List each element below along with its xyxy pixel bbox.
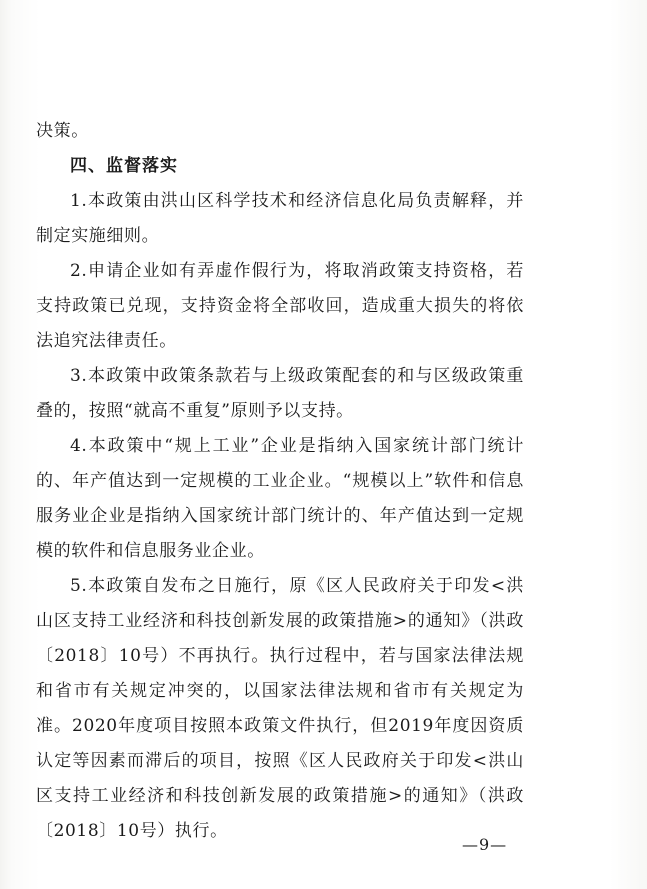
section-heading: 四、监督落实 — [70, 156, 178, 176]
document-body — [36, 114, 524, 849]
paragraph-3: 3.本政策中政策条款若与上级政策配套的和与区级政策重叠的，按照“就高不重复”原则予以支持。 — [36, 366, 524, 421]
paragraph-1: 1.本政策由洪山区科学技术和经济信息化局负责解释，并制定实施细则。 — [36, 191, 524, 246]
paragraph-2: 2.申请企业如有弄虚作假行为，将取消政策支持资格，若支持政策已兑现，支持资金将全部收回，造成重大损失的将依法追究法律责任。 — [36, 261, 524, 351]
paragraph-5: 5.本政策自发布之日施行，原《区人民政府关于印发<洪山区支持工业经济和科技创新发展的政策措施>的通知》（洪政〔2018〕10号）不再执行。执行过程中，若与国家法律法规和省市有关规定冲突的，以国家法律法规和省市有关规定为准。2020年度项目按照本政策文件执行，但2019年度因资质认定等因素而滞后的项目，按照《区人民政府关于印发<洪山区支持工业经济和科技创新发展的政策措施>的通知》（洪政〔2018〕10号）执行。 — [36, 576, 524, 841]
continuation-text: 决策。 — [36, 121, 89, 141]
page-number: —9— — [462, 835, 508, 854]
paragraph-4: 4.本政策中“规上工业”企业是指纳入国家统计部门统计的、年产值达到一定规模的工业企业。“规模以上”软件和信息服务业企业是指纳入国家统计部门统计的、年产值达到一定规模的软件和信息服务业企业。 — [36, 436, 524, 561]
